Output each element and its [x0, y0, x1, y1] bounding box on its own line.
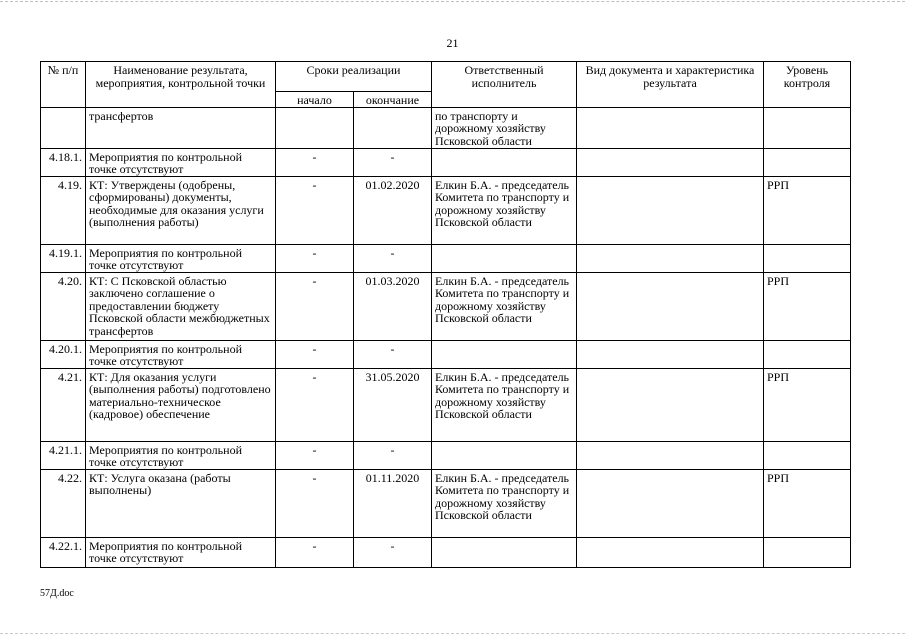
row-number: 4.20.1. [41, 340, 86, 368]
row-level [764, 244, 851, 272]
row-start: - [276, 368, 354, 441]
row-responsible: Елкин Б.А. - председатель Комитета по транспорту и дорожному хозяйству Псковской области [432, 368, 577, 441]
row-end: - [354, 244, 432, 272]
table-row [41, 244, 851, 272]
row-level [764, 441, 851, 469]
row-name: трансфертов [86, 107, 276, 148]
plan-table [40, 61, 851, 568]
row-responsible: по транспорту и дорожному хозяйству Псковской области [432, 107, 577, 148]
header-responsible: Ответственный исполнитель [432, 62, 577, 108]
row-document [577, 368, 764, 441]
row-responsible [432, 244, 577, 272]
row-responsible [432, 148, 577, 176]
row-responsible: Елкин Б.А. - председатель Комитета по транспорту и дорожному хозяйству Псковской области [432, 272, 577, 340]
table-row [41, 469, 851, 537]
row-document [577, 244, 764, 272]
row-start: - [276, 340, 354, 368]
header-end: окончание [354, 92, 432, 108]
row-name: Мероприятия по контрольной точке отсутствуют [86, 340, 276, 368]
row-document [577, 441, 764, 469]
row-number: 4.19. [41, 176, 86, 244]
row-document [577, 469, 764, 537]
header-document: Вид документа и характеристика результата [577, 62, 764, 108]
row-name: КТ: Утверждены (одобрены, сформированы) документы, необходимые для оказания услуги (выполнения работы) [86, 176, 276, 244]
header-terms: Сроки реализации [276, 62, 432, 92]
row-number: 4.21. [41, 368, 86, 441]
row-document [577, 176, 764, 244]
table-row [41, 107, 851, 148]
row-number: 4.21.1. [41, 441, 86, 469]
table-row [41, 441, 851, 469]
row-number: 4.20. [41, 272, 86, 340]
row-number: 4.18.1. [41, 148, 86, 176]
row-document [577, 340, 764, 368]
row-level: РРП [764, 272, 851, 340]
row-name: КТ: Для оказания услуги (выполнения работы) подготовлено материально-техническое (кадровое) обеспечение [86, 368, 276, 441]
scan-edge-bottom [0, 633, 905, 634]
row-end: - [354, 148, 432, 176]
row-start: - [276, 176, 354, 244]
footer-filename: 57Д.doc [40, 588, 74, 599]
table-row [41, 340, 851, 368]
row-end: - [354, 537, 432, 567]
row-responsible [432, 537, 577, 567]
row-start [276, 107, 354, 148]
row-document [577, 537, 764, 567]
row-responsible [432, 340, 577, 368]
row-level [764, 340, 851, 368]
row-name: КТ: Услуга оказана (работы выполнены) [86, 469, 276, 537]
row-level [764, 107, 851, 148]
row-start: - [276, 441, 354, 469]
row-level: РРП [764, 176, 851, 244]
table-row [41, 537, 851, 567]
row-number: 4.22.1. [41, 537, 86, 567]
row-number: 4.19.1. [41, 244, 86, 272]
row-name: КТ: С Псковской областью заключено соглашение о предоставлении бюджету Псковской области межбюджетных трансфертов [86, 272, 276, 340]
row-start: - [276, 537, 354, 567]
row-responsible [432, 441, 577, 469]
row-name: Мероприятия по контрольной точке отсутствуют [86, 244, 276, 272]
row-name: Мероприятия по контрольной точке отсутствуют [86, 441, 276, 469]
row-document [577, 107, 764, 148]
row-start: - [276, 244, 354, 272]
row-end: - [354, 340, 432, 368]
row-start: - [276, 148, 354, 176]
row-end: 01.02.2020 [354, 176, 432, 244]
table-row [41, 148, 851, 176]
row-responsible: Елкин Б.А. - председатель Комитета по транспорту и дорожному хозяйству Псковской области [432, 469, 577, 537]
row-end [354, 107, 432, 148]
table-row [41, 176, 851, 244]
row-end: 31.05.2020 [354, 368, 432, 441]
row-level: РРП [764, 368, 851, 441]
scan-edge-top [0, 1, 905, 2]
row-responsible: Елкин Б.А. - председатель Комитета по транспорту и дорожному хозяйству Псковской области [432, 176, 577, 244]
row-end: 01.11.2020 [354, 469, 432, 537]
row-start: - [276, 469, 354, 537]
row-level [764, 148, 851, 176]
header-number: № п/п [41, 62, 86, 108]
row-document [577, 148, 764, 176]
row-start: - [276, 272, 354, 340]
row-number: 4.22. [41, 469, 86, 537]
table-row [41, 272, 851, 340]
header-name: Наименование результата, мероприятия, контрольной точки [86, 62, 276, 108]
header-level: Уровень контроля [764, 62, 851, 108]
row-end: - [354, 441, 432, 469]
row-level: РРП [764, 469, 851, 537]
row-end: 01.03.2020 [354, 272, 432, 340]
row-number [41, 107, 86, 148]
page-number: 21 [446, 36, 459, 50]
row-name: Мероприятия по контрольной точке отсутствуют [86, 537, 276, 567]
row-level [764, 537, 851, 567]
header-start: начало [276, 92, 354, 108]
row-name: Мероприятия по контрольной точке отсутствуют [86, 148, 276, 176]
table-row [41, 368, 851, 441]
row-document [577, 272, 764, 340]
